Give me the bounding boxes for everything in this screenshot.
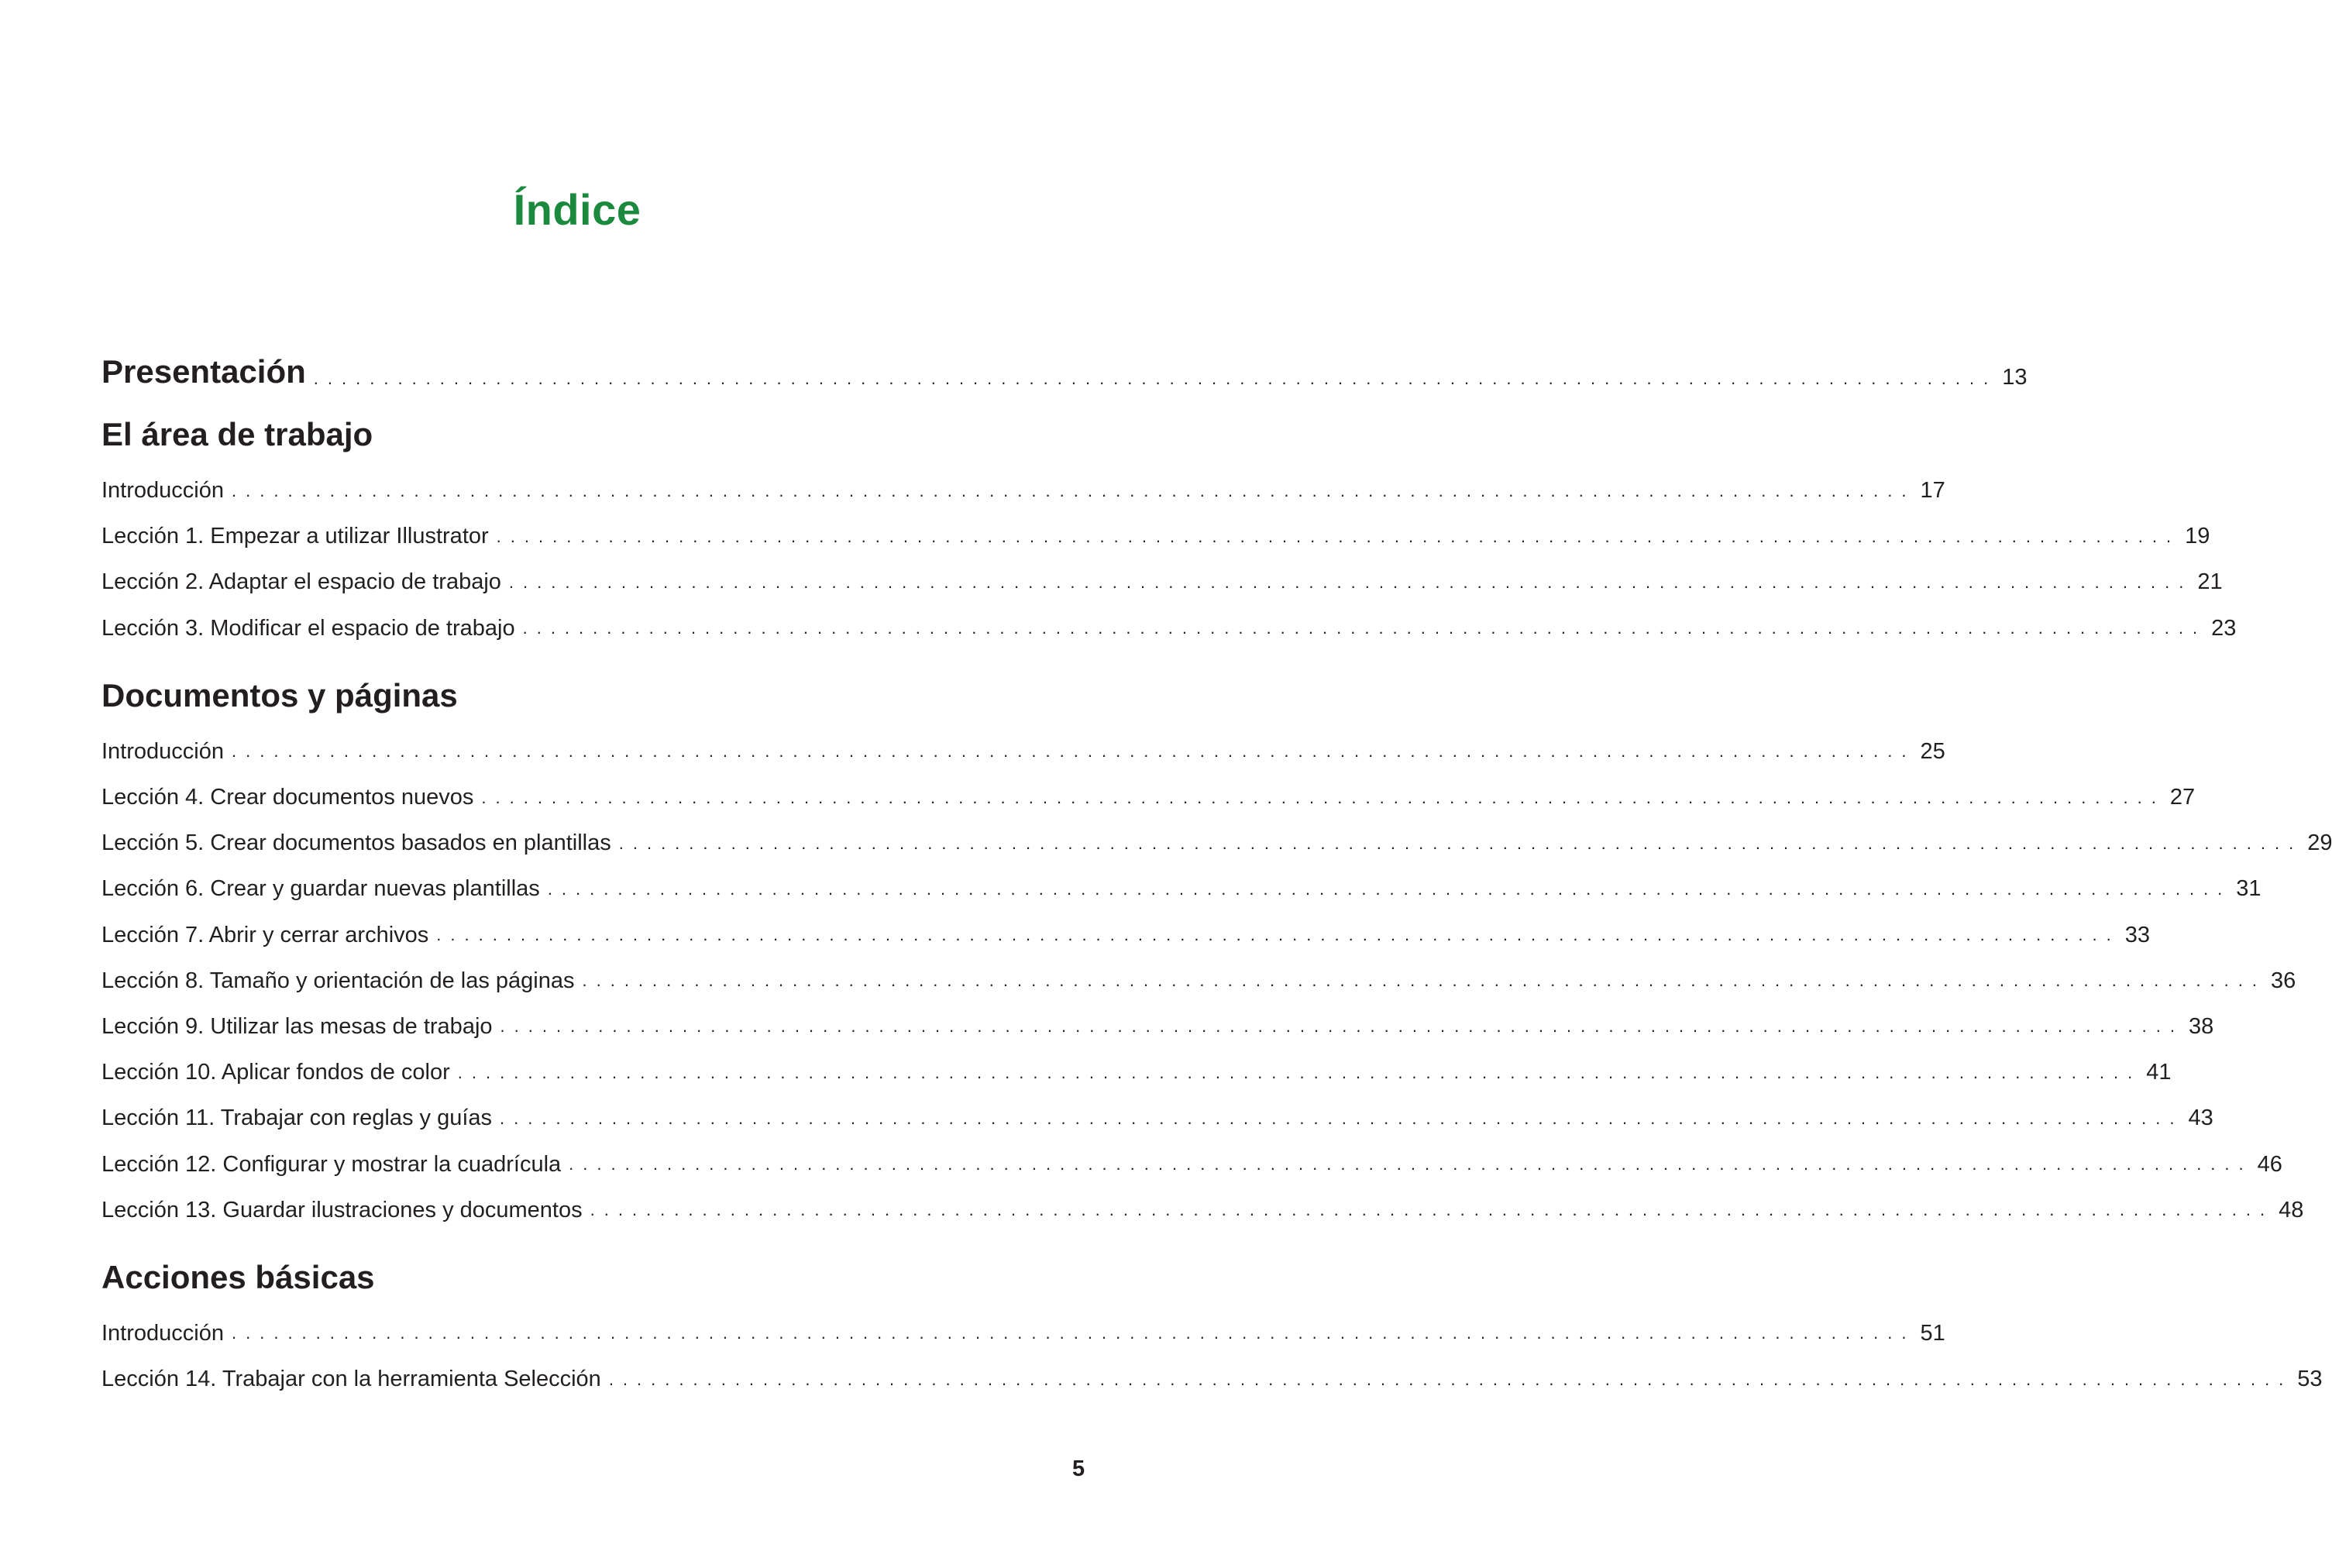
dot-leader: ........................................................................................................................ [481, 787, 2165, 807]
toc-entry[interactable] [101, 1311, 1945, 1357]
toc-entry-label: Lección 9. Utilizar las mesas de trabajo [101, 1013, 493, 1039]
dot-leader: ........................................................................................................................ [508, 572, 2193, 592]
toc-entry-page: 48 [2279, 1197, 2304, 1222]
toc-entry-label: Introducción [101, 738, 224, 764]
toc-entry[interactable] [101, 1188, 2304, 1233]
toc-entry-page: 46 [2257, 1151, 2282, 1177]
toc-entry-page: 33 [2124, 922, 2151, 947]
dot-leader: ........................................................................................................................ [457, 1062, 2142, 1082]
toc-entry-label: Lección 3. Modificar el espacio de trabajo [101, 615, 515, 641]
dot-leader: ........................................................................................................................ [522, 618, 2207, 638]
toc-entry-label: Lección 10. Aplicar fondos de color [101, 1060, 450, 1085]
toc-entry-label: Lección 1. Empezar a utilizar Illustrator [101, 524, 489, 549]
toc-entry-page: 41 [2146, 1060, 2172, 1085]
toc-entry[interactable] [101, 820, 2332, 866]
dot-leader: ........................................................................................................................ [313, 369, 1998, 388]
dot-leader: ........................................................................................................................ [618, 833, 2303, 853]
toc-entry-page: 21 [2197, 569, 2223, 595]
toc-entry-label: Lección 5. Crear documentos basados en plantillas [101, 830, 611, 856]
toc-entry-label: Presentación [101, 353, 306, 390]
toc-entry-page: 43 [2188, 1106, 2213, 1131]
toc-entry-label: Introducción [101, 478, 224, 504]
toc-entry-label: Lección 12. Configurar y mostrar la cuadrícula [101, 1151, 562, 1177]
toc-entry-label: Lección 14. Trabajar con la herramienta Selección [101, 1367, 601, 1392]
toc-entry-label: Lección 11. Trabajar con reglas y guías [101, 1106, 493, 1131]
toc-entry[interactable] [101, 606, 2237, 652]
section-entries [101, 468, 2237, 652]
toc-entry-label: Lección 6. Crear y guardar nuevas plantillas [101, 876, 540, 902]
toc-entry-page: 27 [2169, 785, 2196, 810]
dot-leader: ........................................................................................................................ [496, 526, 2181, 546]
toc-entry-page: 25 [1920, 738, 1945, 764]
section-entries [101, 1311, 2323, 1402]
toc-entry-label: Lección 13. Guardar ilustraciones y documentos [101, 1197, 583, 1222]
dot-leader: ........................................................................................................................ [232, 480, 1916, 500]
dot-leader: ........................................................................................................................ [500, 1108, 2184, 1128]
toc-entry[interactable] [101, 775, 2196, 820]
section-heading: El área de trabajo [101, 416, 373, 452]
toc-entry-page: 19 [2185, 524, 2210, 549]
dot-leader: ........................................................................................................................ [232, 1323, 1916, 1343]
dot-leader: ........................................................................................................................ [590, 1200, 2275, 1220]
dot-leader: ........................................................................................................................ [436, 925, 2120, 945]
toc-entry[interactable] [101, 729, 1945, 775]
toc-entry-page: 29 [2307, 830, 2332, 856]
section-entries [101, 729, 2332, 1233]
toc-entry[interactable] [101, 468, 1945, 514]
dot-leader: ........................................................................................................................ [582, 971, 2266, 991]
toc-entry-label: Lección 4. Crear documentos nuevos [101, 785, 474, 810]
toc-entry[interactable] [101, 958, 2296, 1004]
toc-entry[interactable] [101, 1357, 2323, 1402]
toc-entry-page: 36 [2270, 968, 2296, 993]
toc-entry-page: 17 [1920, 478, 1945, 504]
toc-entry[interactable] [101, 1050, 2172, 1095]
toc-entry[interactable] [101, 1141, 2282, 1187]
section-heading: Acciones básicas [101, 1258, 375, 1295]
toc-entry[interactable] [101, 1095, 2213, 1141]
toc-entry-label: Lección 8. Tamaño y orientación de las páginas [101, 968, 575, 993]
toc-entry[interactable] [101, 866, 2261, 912]
toc-entry[interactable] [101, 913, 2151, 958]
toc-entry-label: Lección 7. Abrir y cerrar archivos [101, 922, 429, 947]
table-of-contents [101, 339, 2332, 1402]
page-title: Índice [513, 185, 641, 234]
dot-leader: ........................................................................................................................ [547, 879, 2232, 899]
toc-entry-page: 53 [2297, 1367, 2323, 1392]
toc-entry[interactable] [101, 559, 2223, 605]
toc-entry[interactable] [101, 514, 2210, 559]
toc-entry-page: 51 [1920, 1320, 1945, 1346]
toc-entry-presentacion[interactable] [101, 339, 2028, 404]
toc-entry-label: Introducción [101, 1320, 224, 1346]
dot-leader: ........................................................................................................................ [608, 1369, 2293, 1389]
toc-entry-page: 13 [2002, 365, 2028, 390]
toc-entry-page: 23 [2211, 615, 2237, 641]
dot-leader: ........................................................................................................................ [232, 741, 1916, 762]
toc-entry-page: 38 [2189, 1013, 2214, 1039]
dot-leader: ........................................................................................................................ [569, 1154, 2253, 1174]
toc-entry-label: Lección 2. Adaptar el espacio de trabajo [101, 569, 501, 595]
section-heading: Documentos y páginas [101, 676, 458, 714]
dot-leader: ........................................................................................................................ [500, 1016, 2184, 1037]
page-number: 5 [1072, 1456, 1085, 1481]
toc-entry-page: 31 [2236, 876, 2261, 902]
toc-entry[interactable] [101, 1004, 2214, 1050]
